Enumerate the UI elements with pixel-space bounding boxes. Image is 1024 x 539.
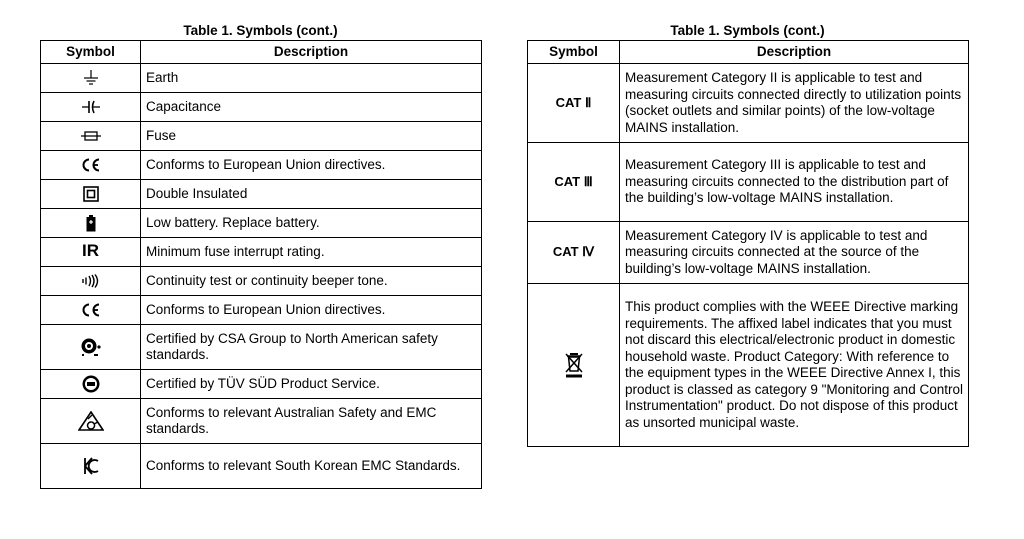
description-cell: Capacitance [141,93,482,122]
symbol-column-header: Symbol [528,41,620,64]
description-cell: Continuity test or continuity beeper tone. [141,267,482,296]
double-insulated-icon [83,186,99,202]
description-cell: Low battery. Replace battery. [141,209,482,238]
description-cell: Certified by TÜV SÜD Product Service. [141,370,482,399]
table-row [528,64,969,143]
cat-iii-label: CAT Ⅲ [554,173,593,189]
table-row [41,296,482,325]
table-row [528,284,969,447]
symbol-cell [41,209,141,238]
ce-mark-icon [81,158,101,172]
csa-mark-icon [79,337,103,357]
cat-ii-label: CAT Ⅱ [555,94,592,110]
symbol-cell [528,284,620,447]
tuv-sud-icon [82,375,100,393]
fuse-icon [81,131,101,141]
symbol-cell [528,222,620,284]
table-row [41,209,482,238]
ir-icon: IR [82,241,99,261]
symbol-cell [41,151,141,180]
right-symbols-table [527,40,969,447]
table-row [41,122,482,151]
description-cell: Conforms to relevant Australian Safety and EMC standards. [141,399,482,444]
table-row [528,222,969,284]
cat-iv-label: CAT Ⅳ [552,244,595,260]
symbol-cell [41,399,141,444]
description-cell: Double Insulated [141,180,482,209]
symbol-column-header: Symbol [41,41,141,64]
kc-mark-icon [83,457,99,475]
table-row [41,64,482,93]
table-row [41,151,482,180]
description-cell: Minimum fuse interrupt rating. [141,238,482,267]
description-cell: Fuse [141,122,482,151]
description-cell: Earth [141,64,482,93]
symbol-cell [41,122,141,151]
symbol-cell [41,267,141,296]
symbol-cell [41,444,141,489]
symbol-cell [41,370,141,399]
table-row [41,399,482,444]
capacitance-icon [82,100,100,114]
description-cell: Certified by CSA Group to North American safety standards. [141,325,482,370]
table-row [41,444,482,489]
left-symbols-table [40,40,482,489]
description-cell: Conforms to European Union directives. [141,296,482,325]
description-cell: Measurement Category II is applicable to test and measuring circuits connected directly to utilization points (socket outlets and similar points) of the low-voltage MAINS installation. [620,64,969,143]
left-symbols-table-block [40,22,482,489]
symbol-cell [41,64,141,93]
symbol-cell [41,325,141,370]
symbol-cell [528,143,620,222]
symbol-cell [41,238,141,267]
table-header-row [528,41,969,64]
table-row [41,180,482,209]
table-row [528,143,969,222]
table-caption: Table 1. Symbols (cont.) [183,23,338,38]
rcm-mark-icon [78,411,104,431]
description-cell: Conforms to European Union directives. [141,151,482,180]
continuity-beeper-icon [82,274,100,288]
right-symbols-table-block [527,22,969,447]
table-row [41,238,482,267]
low-battery-icon [86,215,96,232]
description-cell: Measurement Category III is applicable to test and measuring circuits connected to the distribution part of the building’s low-voltage MAINS installation. [620,143,969,222]
table-caption: Table 1. Symbols (cont.) [670,23,825,38]
earth-ground-icon [84,70,98,86]
symbol-cell [41,180,141,209]
description-cell: Conforms to relevant South Korean EMC Standards. [141,444,482,489]
table-row [41,325,482,370]
symbol-cell [528,64,620,143]
ce-mark-icon [81,303,101,317]
table-header-row [41,41,482,64]
table-row [41,267,482,296]
symbol-cell [41,93,141,122]
table-row [41,370,482,399]
table-row [41,93,482,122]
description-cell: Measurement Category IV is applicable to test and measuring circuits connected at the source of the building’s low-voltage MAINS installation. [620,222,969,284]
description-column-header: Description [620,41,969,64]
description-cell: This product complies with the WEEE Directive marking requirements. The affixed label indicates that you must not discard this electrical/electronic product in domestic household waste. Product Category: With reference to the equipment types in the WEEE Directive Annex I, this product is classed as category 9 "Monitoring and Control Instrumentation" product. Do not dispose of this product as unsorted municipal waste. [620,284,969,447]
description-column-header: Description [141,41,482,64]
symbol-cell [41,296,141,325]
weee-crossed-bin-icon [565,352,583,378]
